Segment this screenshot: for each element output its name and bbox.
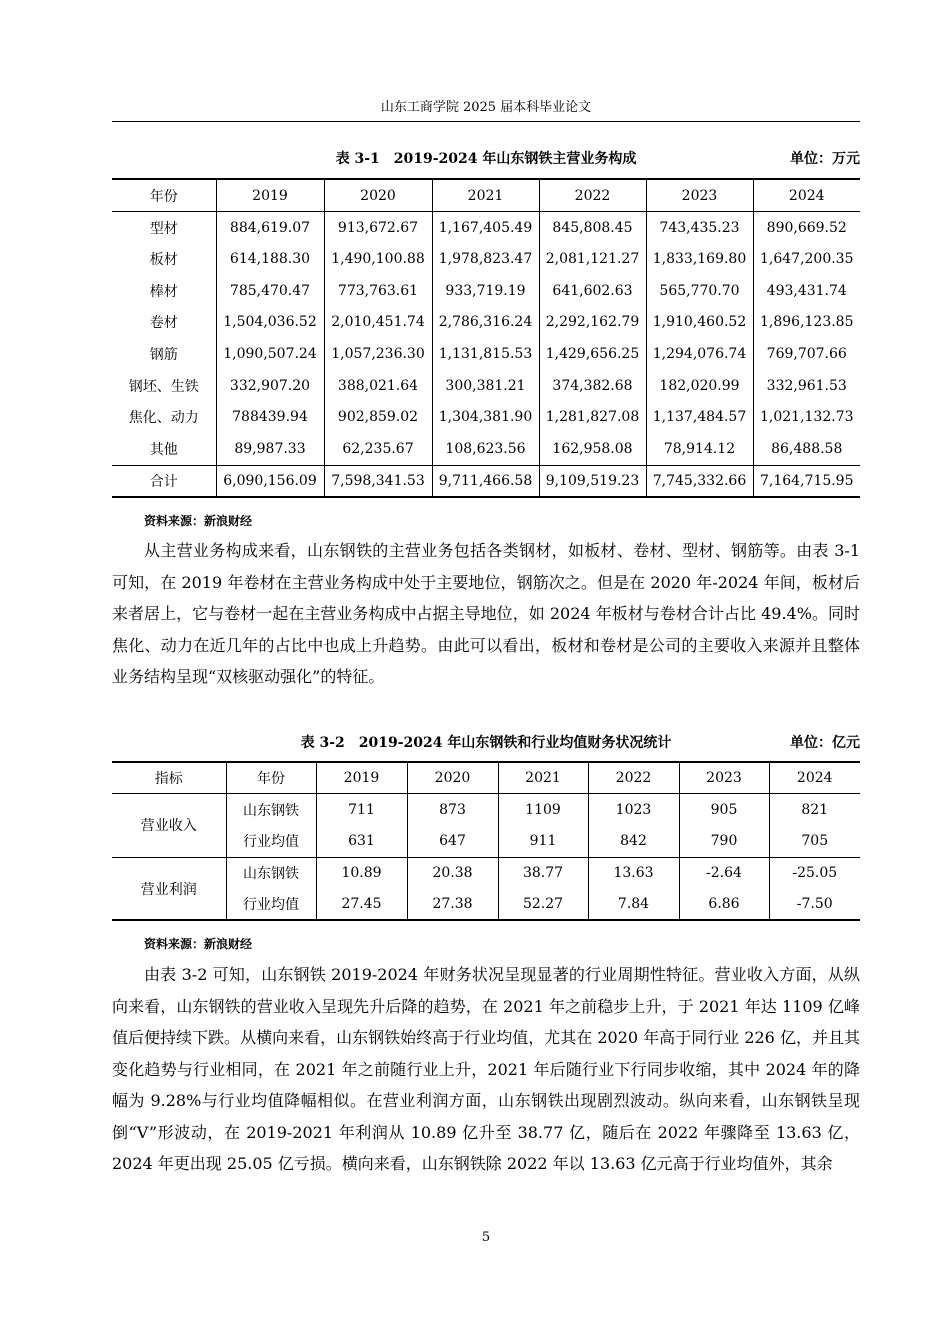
table1-column-header: 2021 (432, 179, 539, 212)
entity-label: 山东钢铁 (226, 794, 316, 826)
table2-caption-bar (112, 732, 860, 754)
table-cell: 10.89 (316, 857, 407, 889)
table-cell: 705 (769, 825, 860, 857)
total-cell: 7,745,332.66 (646, 465, 753, 497)
table-cell: 905 (679, 794, 769, 826)
table2-column-header: 2023 (679, 762, 769, 794)
table-cell: 162,958.08 (539, 433, 646, 465)
table-row (112, 338, 860, 370)
table-cell: 743,435.23 (646, 212, 753, 244)
table-cell: -7.50 (769, 889, 860, 921)
table-cell: 1023 (588, 794, 679, 826)
table-row (112, 307, 860, 339)
table-cell: 1,978,823.47 (432, 243, 539, 275)
table-cell: 1,490,100.88 (324, 243, 432, 275)
row-label: 钢筋 (149, 347, 178, 364)
table-cell: 388,021.64 (324, 370, 432, 402)
table-cell: 821 (769, 794, 860, 826)
table-row (112, 794, 860, 826)
row-label: 板材 (149, 252, 178, 269)
table-cell: 845,808.45 (539, 212, 646, 244)
total-cell: 9,711,466.58 (432, 465, 539, 497)
table-cell: 1,281,827.08 (539, 402, 646, 434)
table-row (112, 212, 860, 244)
table-cell: 20.38 (407, 857, 498, 889)
paragraph-1: 从主营业务构成来看，山东钢铁的主营业务包括各类钢材，如板材、卷材、型材、钢筋等。由表 3-1 可知，在 2019 年卷材在主营业务构成中处于主要地位，钢筋次之。但是在 2020 年-2024 年间，板材后来者居上，它与卷材一起在主营业务构成中占据主导地位，如 2024 年板材与卷材合计占比 49.4%。同时焦化、动力在近几年的占比中也成上升趋势。由此可以看出，板材和卷材是公司的主要收入来源并且整体业务结构呈现“双核驱动强化”的特征。 (112, 541, 860, 686)
table-cell: 842 (588, 825, 679, 857)
table-row (112, 857, 860, 889)
table1 (112, 178, 860, 498)
table1-column-header: 2022 (539, 179, 646, 212)
table-cell: 27.38 (407, 889, 498, 921)
table-cell: 1,057,236.30 (324, 338, 432, 370)
table-cell: 1,021,132.73 (753, 402, 860, 434)
page-number: 5 (481, 1230, 491, 1245)
table-cell: 374,382.68 (539, 370, 646, 402)
table-cell: 1,504,036.52 (216, 307, 324, 339)
table1-caption-bar (112, 148, 860, 170)
table-cell: 2,292,162.79 (539, 307, 646, 339)
table-cell: 1,910,460.52 (646, 307, 753, 339)
indicator-label: 营业利润 (112, 857, 226, 920)
table-row (112, 370, 860, 402)
row-label: 型材 (149, 220, 178, 237)
total-label: 合计 (112, 465, 216, 497)
table-cell: 1,304,381.90 (432, 402, 539, 434)
total-cell: 9,109,519.23 (539, 465, 646, 497)
table-cell: 1,167,405.49 (432, 212, 539, 244)
row-label: 卷材 (149, 315, 178, 332)
indicator-label: 营业收入 (140, 818, 197, 835)
table2-column-header: 指标 (112, 762, 226, 794)
row-label: 棒材 (149, 283, 178, 300)
table-cell: 6.86 (679, 889, 769, 921)
table-cell: 773,763.61 (324, 275, 432, 307)
table-cell: 788439.94 (216, 402, 324, 434)
table-cell: 1,896,123.85 (753, 307, 860, 339)
paragraph-2: 由表 3-2 可知，山东钢铁 2019-2024 年财务状况呈现显著的行业周期性特征。营业收入方面，从纵向来看，山东钢铁的营业收入呈现先升后降的趋势，在 2021 年之前稳步上升，于 2021 年达 1109 亿峰值后便持续下跌。从横向来看，山东钢铁始终高于行业均值，尤其在 2020 年高于同行业 226 亿，并且其变化趋势与行业相同，在 2021 年之前随行业上升，2021 年后随行业下行同步收缩，其中 2024 年的降幅为 9.28%与行业均值降幅相似。在营业利润方面，山东钢铁出现剧烈波动。纵向来看，山东钢铁呈现倒“V”形波动，在 2019-2021 年利润从 10.89 亿升至 38.77 亿，随后在 2022 年骤降至 13.63 亿，2024 年更出现 25.05 亿亏损。横向来看，山东钢铁除 2022 年以 13.63 亿元高于行业均值外，其余 (112, 965, 860, 1173)
table-cell: 1,131,815.53 (432, 338, 539, 370)
entity-label: 山东钢铁 (226, 857, 316, 889)
table-cell: 52.27 (498, 889, 588, 921)
table-row (112, 275, 860, 307)
table-cell: 2,081,121.27 (539, 243, 646, 275)
table1-unit: 单位：万元 (790, 151, 860, 167)
table1-column-header: 2024 (753, 179, 860, 212)
table-cell: 647 (407, 825, 498, 857)
table2-caption: 表 3-2 2019-2024 年山东钢铁和行业均值财务状况统计 (300, 735, 672, 751)
table1-caption: 表 3-1 2019-2024 年山东钢铁主营业务构成 (335, 151, 637, 167)
table-cell: 2,010,451.74 (324, 307, 432, 339)
table-cell: 614,188.30 (216, 243, 324, 275)
table2-column-header: 2024 (769, 762, 860, 794)
table-cell: 933,719.19 (432, 275, 539, 307)
table-cell: -25.05 (769, 857, 860, 889)
table-cell: 911 (498, 825, 588, 857)
table2-unit: 单位：亿元 (790, 735, 860, 751)
total-cell: 7,598,341.53 (324, 465, 432, 497)
table-cell: 890,669.52 (753, 212, 860, 244)
table-cell: 7.84 (588, 889, 679, 921)
table2-column-header: 2022 (588, 762, 679, 794)
table1-total-row (112, 465, 860, 497)
table2-column-header: 2020 (407, 762, 498, 794)
table-cell: 332,961.53 (753, 370, 860, 402)
table-cell: 913,672.67 (324, 212, 432, 244)
table-cell: 86,488.58 (753, 433, 860, 465)
table-cell: 27.45 (316, 889, 407, 921)
table-cell: 1,294,076.74 (646, 338, 753, 370)
table-cell: 1,429,656.25 (539, 338, 646, 370)
table-row (112, 402, 860, 434)
table2 (112, 761, 860, 921)
table-row (112, 433, 860, 465)
table-cell: 873 (407, 794, 498, 826)
total-cell: 7,164,715.95 (753, 465, 860, 497)
entity-label: 行业均值 (226, 889, 316, 921)
table2-source: 资料来源：新浪财经 (144, 937, 253, 951)
table-cell: 641,602.63 (539, 275, 646, 307)
table1-source: 资料来源：新浪财经 (144, 514, 253, 528)
table-cell: 1,137,484.57 (646, 402, 753, 434)
table-cell: 332,907.20 (216, 370, 324, 402)
table-cell: -2.64 (679, 857, 769, 889)
table1-column-header: 2020 (324, 179, 432, 212)
table1-header-row (112, 179, 860, 212)
row-label: 钢坯、生铁 (128, 378, 199, 395)
table-cell: 769,707.66 (753, 338, 860, 370)
table-cell: 1109 (498, 794, 588, 826)
table1-column-header: 2019 (216, 179, 324, 212)
table-cell: 1,833,169.80 (646, 243, 753, 275)
table-cell: 631 (316, 825, 407, 857)
table-cell: 1,647,200.35 (753, 243, 860, 275)
table-cell: 493,431.74 (753, 275, 860, 307)
table2-header-row (112, 762, 860, 794)
table-cell: 182,020.99 (646, 370, 753, 402)
row-label: 焦化、动力 (128, 410, 199, 427)
table-cell: 89,987.33 (216, 433, 324, 465)
table1-column-header: 2023 (646, 179, 753, 212)
table2-column-header: 年份 (226, 762, 316, 794)
table-row (112, 243, 860, 275)
table-cell: 1,090,507.24 (216, 338, 324, 370)
table2-column-header: 2019 (316, 762, 407, 794)
table-cell: 13.63 (588, 857, 679, 889)
table-cell: 790 (679, 825, 769, 857)
table-cell: 38.77 (498, 857, 588, 889)
entity-label: 行业均值 (226, 825, 316, 857)
table-cell: 711 (316, 794, 407, 826)
table-cell: 62,235.67 (324, 433, 432, 465)
table-cell: 78,914.12 (646, 433, 753, 465)
table-cell: 785,470.47 (216, 275, 324, 307)
page-header: 山东工商学院 2025 届本科毕业论文 (380, 100, 592, 115)
header-rule (112, 121, 860, 122)
table-cell: 300,381.21 (432, 370, 539, 402)
table-cell: 884,619.07 (216, 212, 324, 244)
table2-column-header: 2021 (498, 762, 588, 794)
table-cell: 902,859.02 (324, 402, 432, 434)
total-cell: 6,090,156.09 (216, 465, 324, 497)
table-cell: 108,623.56 (432, 433, 539, 465)
table1-column-header: 年份 (112, 179, 216, 212)
table-cell: 565,770.70 (646, 275, 753, 307)
table-cell: 2,786,316.24 (432, 307, 539, 339)
row-label: 其他 (149, 441, 178, 458)
